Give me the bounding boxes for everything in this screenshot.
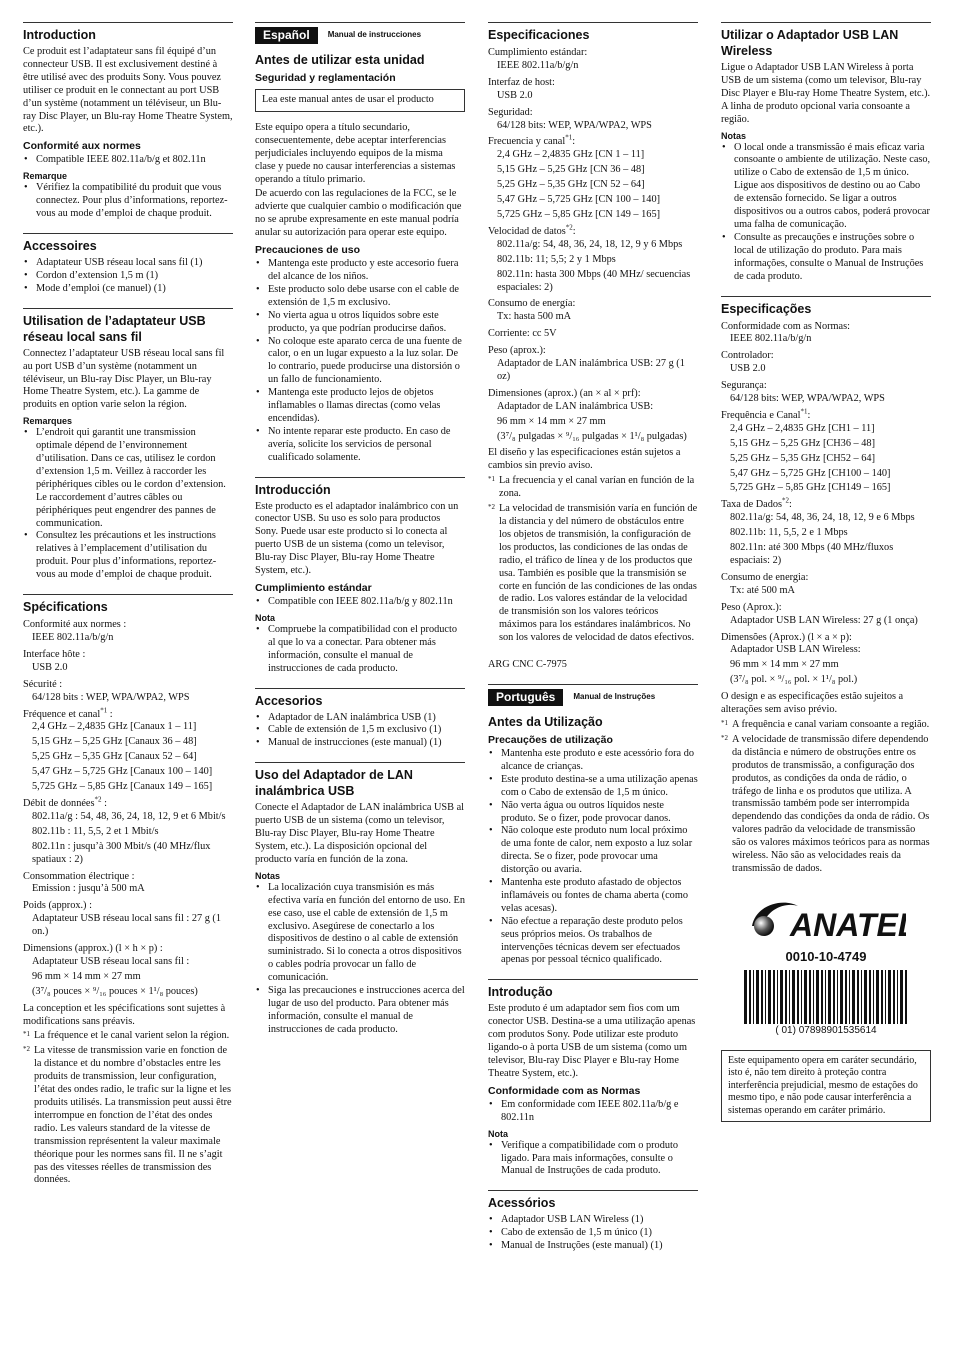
footnote-text: La vitesse de transmission varie en fonction de la distance et du nombre d’obstacles entre les produits de transmission, leur configuration, l’état des ondes radio, le trafic sur la ligne et les produits utilisés. La transmission peut aussi être interrompue en fonction de l’état des ondes radio. Les valeurs standard de la vitesse de transmission représentent la valeur maximale théorique pour les normes sans fil. Il ne s’agit pas des vitesses réelles de transmission des données. [34,1045,232,1186]
bullet-list [255,712,465,751]
list-item: • No coloque este aparato cerca de una fuente de calor, o en un lugar expuesto a la luz solar. De lo contrario, puede producirse una distorsión o un fallo de funcionamiento. [255,336,465,388]
spec-label-tail: : [789,499,792,511]
spec-value: 802.11n: hasta 300 Mbps (40 MHz/ secuencias espaciales: 2) [497,268,691,293]
fr-accessories-section [23,233,233,296]
spec-value: USB 2.0 [497,89,533,101]
list-item: • Cabo de extensão de 1,5 m único (1) [488,1227,698,1240]
fr-usage-section [23,308,233,582]
paragraph: Este producto es el adaptador inalámbrico con un conector USB. Su uso es solo para productos Sony. Puede usar este producto si lo conecta al puerto USB de un sistema (como un televisor, Blu-ray Disc Player, Blu-ray Home Theatre System, etc.). [255,500,459,577]
barcode-bar [816,970,819,1024]
pt-accessories-section [488,1190,698,1253]
section-title: Antes da Utilização [488,714,603,729]
barcode-bar [780,970,783,1024]
spec-value: 5,725 GHz – 5,85 GHz [CH149 – 165] [730,482,891,494]
divider [255,477,465,478]
spec-value: 802.11a/g : 54, 48, 36, 24, 18, 12, 9 et 6 Mbit/s [32,810,226,822]
spec-label [23,706,233,722]
divider [488,684,698,685]
barcode-bar [833,970,835,1024]
footnote-mark: *2 [488,503,495,512]
spec-note: O design e as especificações estão sujeitos a alterações sem aviso prévio. [721,691,904,716]
spec-label: Interfaz de host: [488,76,555,88]
section-title: Acessórios [488,1196,556,1211]
bullet-list [23,427,233,582]
spec-value: 5,47 GHz – 5,725 GHz [CN 100 – 140] [497,194,661,206]
bullet-list [23,257,233,296]
spec-value: 802.11b: 11, 5,5, 2 e 1 Mbps [730,527,848,539]
divider [255,762,465,763]
language-header [488,689,698,706]
language-header [255,27,465,44]
bullet-list [721,142,931,284]
spec-label: Conformidade com as Normas: [721,320,850,332]
spec-value: 2,4 GHz – 2,4835 GHz [Canaux 1 – 11] [32,721,197,733]
list-item: • Mantenga este producto lejos de objetos inflamables o llamas directas (como velas encendidas). [255,387,465,426]
certification-code: ARG CNC C-7975 [488,659,567,671]
list-item: • Adaptador de LAN inalámbrica USB (1) [255,712,465,725]
spec-label [721,496,931,512]
section-title: Accesorios [255,693,323,708]
barcode-bar [792,970,795,1024]
list-item: • Compruebe la compatibilidad con el producto al que lo va a conectar. Para obtener más información, consulte el manual de instrucciones de cada producto. [255,624,465,676]
barcode-bar [828,970,831,1024]
list-item: • Manual de instrucciones (este manual) (1) [255,737,465,750]
list-item: • Cable de extensión de 1,5 m exclusivo (1) [255,724,465,737]
spec-label: Corriente: cc 5V [488,328,557,340]
spec-value: 5,25 GHz – 5,35 GHz [CN 52 – 64] [497,179,645,191]
spec-value: IEEE 802.11a/b/g/n [730,333,812,345]
barcode-icon [742,970,910,1024]
barcode-bar [885,970,886,1024]
barcode-bar [813,970,814,1024]
footnote-mark: *2 [23,1045,30,1054]
language-badge: Español [255,27,318,44]
barcode-bar [744,970,747,1024]
list-item: • Em conformidade com IEEE 802.11a/b/g e 802.11n [488,1099,698,1125]
pt-usage-section [721,22,931,284]
list-item: • Cordon d’extension 1,5 m (1) [23,270,233,283]
spec-value: 802.11n: até 300 Mbps (40 MHz/fluxos espaciais: 2) [730,542,894,566]
barcode-bar [837,970,838,1024]
es-spec-section [488,22,698,672]
spec-value: 96 mm × 14 mm × 27 mm [32,970,141,982]
barcode-bar [900,970,903,1024]
section-title: Introdução [488,985,553,1000]
spec-value: 64/128 bits: WEP, WPA/WPA2, WPS [730,393,885,405]
footnote-text: A velocidade de transmissão difere dependendo da distância e número de obstruções entre os produtos de transmissão, a configuração dos produtos, as condições da onda de rádio, o tráfego de linha e os produtos que utiliza. A transmissão também pode ser interrompida dependendo das condições da onda de rádio. Os valores padrão da velocidade de transmissão são os valores máximos teóricos para as normas wireless. Não são as velocidades reais da transmissão de dados. [732,733,930,874]
bullet-list [488,1140,698,1179]
list-item: • Não efectue a reparação deste produto pelos seus próprios meios. Os trabalhos de intervenções técnicas devem ser efectuados apenas por pessoal técnico qualificado. [488,916,698,968]
spec-value: Adaptador USB LAN Wireless: [730,644,861,656]
spec-value: (3⁷/₈ pol. × ⁹/₁₆ pol. × 1¹/₈ pol.) [730,674,858,686]
paragraph: De acuerdo con las regulaciones de la FCC, se le advierte que cualquier cambio o modificación que no se aprube expresamente en este manual podría anular su autorización para operar este equipo. [255,188,462,239]
barcode-bar [864,970,867,1024]
divider [488,1190,698,1191]
section-title: Utilizar o Adaptador USB LAN Wireless [721,28,899,58]
spec-value: 96 mm × 14 mm × 27 mm [497,415,606,427]
list-item: • Não coloque este produto num local próximo de uma fonte de calor, nem exposto a luz solar directa. Se o fizer, pode provocar uma distorção ou avaria. [488,825,698,877]
footnote-ref: *1 [100,706,108,715]
spec-value: 802.11n : jusqu’à 300 Mbit/s (40 MHz/flux spatiaux : 2) [32,840,211,865]
spec-label-text: Frecuencia y canal [488,136,566,148]
barcode-bar [809,970,811,1024]
spec-value: USB 2.0 [32,661,68,673]
divider [23,22,233,23]
bullet-list [255,882,465,1037]
list-item: • No vierta agua u otros líquidos sobre este producto, ya que podrían producirse daños. [255,310,465,336]
paragraph: Este equipo opera a título secundario, consecuentemente, debe aceptar interferencias perjudiciales incluyendo equipos de la misma clase y puede no causar interferencias a sistemas operando a título primario. [255,121,456,185]
list-item: • Adaptador USB LAN Wireless (1) [488,1214,698,1227]
footnote-ref: *2 [565,223,573,232]
barcode-bar [789,970,790,1024]
barcode-bar [768,970,771,1024]
spec-label: Consumo de energia: [721,571,809,583]
barcode-bar [761,970,763,1024]
es-accessories-section [255,688,465,751]
barcode-bar [881,970,883,1024]
divider [488,979,698,980]
spec-label-tail: : [807,409,811,421]
spec-label-text: Velocidad de datos [488,225,566,237]
barcode-bar [893,970,895,1024]
paragraph: Connectez l’adaptateur USB réseau local sans fil au port USB d’un système (notamment un téléviseur, un Blu-ray Disc Player, un Blu-ray Home Theatre System, etc.). La gamme de produits en option varie selon la région. [23,347,225,411]
barcode-bar [797,970,799,1024]
bullet-list [23,154,233,167]
footnote [488,475,698,501]
list-item: • Mantenga este producto y este accesorio fuera del alcance de los niños. [255,258,465,284]
bullet-list [255,258,465,465]
footnote-ref: *2 [94,795,102,804]
spec-value: 5,25 GHz – 5,35 GHz [CH52 – 64] [730,452,875,464]
es-usage-section [255,762,465,1036]
list-item: • Este produto destina-se a uma utilização apenas com o Cabo de extensão de 1,5 m único. [488,774,698,800]
barcode [721,970,931,1024]
spec-label: Peso (aprox.): [488,345,546,357]
divider [23,233,233,234]
subsection-title: Conformité aux normes [23,140,141,153]
list-item: • L’endroit qui garantit une transmission optimale dépend de l’environnement d’utilisation. Dans ce cas, utilisez le cordon d’extension 1,5 m. Veillez à raccorder les périphériques cibles ou le cordon d’extension. Le raccordement d’autres câbles ou périphériques peut engendrer des pannes de communication. [23,427,233,530]
spec-value: Adaptateur USB réseau local sans fil : [32,955,190,967]
barcode-bar [749,970,751,1024]
spec-value: IEEE 802.11a/b/g/n [32,632,114,643]
barcode-bar [897,970,898,1024]
spec-label: Dimensiones (aprox.) (an × al × prf): [488,387,641,399]
subsection-title: Cumplimiento estándar [255,582,372,594]
fr-intro-section [23,22,233,221]
barcode-bar [861,970,862,1024]
spec-value: Emission : jusqu’à 500 mA [32,883,145,895]
paragraph: Ce produit est l’adaptateur sans fil équipé d’un connecteur USB. Il est exclusivement destiné à être utilisé avec des produits Sony. Vous pouvez utiliser ce produit en le connectant au port USB d’un système (notamment un téléviseur, un Blu-ray Disc Player, un Blu-ray Home Theatre System, etc.). [23,46,233,135]
barcode-bar [852,970,855,1024]
spec-label: Conformité aux normes : [23,619,127,631]
anatel-number: 0010-10-4749 [785,948,867,964]
column-portuguese [721,22,931,1132]
logo-text: ANATEL [790,906,906,942]
spec-label-text: Débit de données [23,797,95,809]
manual-label: Manual de Instruções [573,692,656,702]
barcode-bar [840,970,843,1024]
note-title: Remarque [23,171,68,182]
spec-value: 5,15 GHz – 5,25 GHz [CN 36 – 48] [497,164,645,176]
spec-value: 5,47 GHz – 5,725 GHz [CH100 – 140] [730,467,891,479]
footnote-ref: *1 [800,407,808,416]
note-title: Nota [255,612,275,623]
list-item: • Adaptateur USB réseau local sans fil (1) [23,257,233,270]
section-title: Introducción [255,482,331,497]
barcode-bar [753,970,754,1024]
list-item: • Consultez les précautions et les instructions relatives à l’emplacement d’utilisation du produit. Pour plus d’informations, reportez-vous au mode d’emploi de chaque produit. [23,530,233,582]
spec-value: (3⁷/₈ pouces × ⁹/₁₆ pouces × 1¹/₈ pouces) [32,985,198,997]
bullet-list [255,624,465,676]
spec-value: USB 2.0 [730,363,766,375]
pt-intro-section [488,979,698,1178]
list-item: • Siga las precauciones e instrucciones acerca del lugar de uso del producto. Para obtener más información, consulte el manual de instrucciones de cada producto. [255,985,465,1037]
spec-value: IEEE 802.11a/b/g/n [497,59,579,71]
spec-value: 2,4 GHz – 2,4835 GHz [CN 1 – 11] [497,149,645,161]
footnote [23,1045,233,1187]
barcode-bar [756,970,759,1024]
spec-label [488,223,698,239]
subsection-title: Conformidade com as Normas [488,1084,641,1097]
anatel-notice-box: Este equipamento opera em caráter secundário, isto é, não tem direito à proteção contra interferência prejudicial, mesmo de estações do mesmo tipo, e não pode causar interferência a sistemas operando em caráter primário. [721,1050,931,1123]
barcode-number: ( 01) 07898901535614 [775,1024,877,1036]
subsection-title: Precauciones de uso [255,244,361,257]
paragraph: Ligue o Adaptador USB LAN Wireless à porta USB de um sistema (como um televisor, Blu-ray Disc Player e Blu-ray Home Theatre System, etc.). A linha de produto opcional varia consoante a região. [721,62,931,125]
barcode-bar [888,970,891,1024]
spec-label-text: Frequência e Canal [721,409,801,421]
list-item: • No intente reparar este producto. En caso de avería, solicite los servicios de personal cualificado solamente. [255,426,465,465]
spec-value: 64/128 bits : WEP, WPA/WPA2, WPS [32,691,190,703]
spec-value: Tx: hasta 500 mA [497,311,572,323]
barcode-bar [804,970,807,1024]
footnote [23,1030,233,1043]
footnote-text: La velocidad de transmisión varía en función de la distancia y del número de obstáculos entre los objetos de transmisión, la configuración de los productos, las condiciones de las ondas de radio, el tráfico de línea y de los productos que usa. También es posible que la transmisión se corte en función de las condiciones de las ondas de radio. Los valores estándar de la velocidad de transmisión son los valores teóricos máximos para los estándares inalámbricos. No son los valores de velocidad de datos efectivos. [499,503,698,644]
notice-box: Lea este manual antes de usar el producto [255,89,465,112]
spec-label-tail: : [572,136,576,148]
list-item: • Compatible IEEE 802.11a/b/g et 802.11n [23,154,233,167]
spec-value: 5,725 GHz – 5,85 GHz [CN 149 – 165] [497,208,661,220]
subsection-title: Precauções de utilização [488,733,613,746]
footnote-text: La fréquence et le canal varient selon la région. [34,1030,230,1042]
barcode-bar [765,970,766,1024]
footnote-mark: *1 [488,475,495,484]
footnote-mark: *1 [721,718,728,727]
divider [488,22,698,23]
list-item: • O local onde a transmissão é mais eficaz varia consoante o ambiente de utilização. Neste caso, utilize o Cabo de extensão de 1,5 m único. Ligue aos dispositivos de destino ou ao Cabo de extensão fornecido. Se ligar a outros dispositivos ou a outros cabos, poderá provocar uma falha de comunicação. [721,142,931,232]
spec-label-text: Fréquence et canal [23,708,101,720]
spec-value: 802.11a/g: 54, 48, 36, 24, 18, 12, 9 e 6 Mbps [730,512,915,524]
list-item: • Vérifiez la compatibilité du produit que vous connectez. Pour plus d’informations, reportez-vous au mode d’emploi de chaque produit. [23,182,233,221]
note-title: Remarques [23,416,73,427]
section-title: Introduction [23,28,96,42]
bullet-list [488,1214,698,1253]
spec-value: Adaptateur USB réseau local sans fil : 27 g (1 on.) [32,913,222,938]
spec-value: 5,25 GHz – 5,35 GHz [Canaux 52 – 64] [32,751,197,763]
footnote-ref: *2 [782,496,790,505]
column-spanish-spec-portuguese [488,22,698,1265]
spec-label: Consommation électrique : [23,870,135,882]
barcode-bar [849,970,850,1024]
barcode-bar [845,970,847,1024]
footnote-ref: *1 [565,134,573,143]
list-item: • Consulte as precauções e instruções sobre o local de utilização do produto. Para mais informações, consulte o Manual de Instruções de cada produto. [721,232,931,284]
pt-spec-section [721,296,931,876]
spec-label: Consumo de energía: [488,298,576,310]
bullet-list [255,596,465,609]
section-title: Spécifications [23,600,108,615]
spec-value: 5,47 GHz – 5,725 GHz [Canaux 100 – 140] [32,766,213,778]
list-item: • Compatible con IEEE 802.11a/b/g y 802.11n [255,596,465,609]
barcode-bar [873,970,874,1024]
barcode-bar [857,970,859,1024]
barcode-bar [777,970,778,1024]
divider [721,22,931,23]
es-intro-section [255,477,465,676]
footnote-text: La frecuencia y el canal varían en función de la zona. [499,475,695,500]
footnote [721,734,931,876]
list-item: • Este producto solo debe usarse con el cable de extensión de 1,5 m exclusivo. [255,284,465,310]
spec-label-tail: : [107,708,113,720]
section-title: Antes de utilizar esta unidad [255,53,425,67]
spec-value: 64/128 bits: WEP, WPA/WPA2, WPS [497,119,652,131]
section-title: Uso del Adaptador de LAN inalámbrica USB [255,768,413,799]
spec-label [488,136,698,149]
anatel-logo [721,896,931,947]
spec-label: Seguridad: [488,106,533,118]
divider [255,688,465,689]
paragraph: Este produto é um adaptador sem fios com um conector USB. Destina-se a uma utilização apenas com produtos Sony. Pode utilizar este produto ligando-o à porta USB de um sistema (como um televisor, Blu-ray Disc Player e Blu-ray Home Theatre System, etc.). [488,1003,696,1079]
bullet-list [488,1099,698,1125]
note-title: Notas [721,130,747,141]
section-title: Accessoires [23,238,97,253]
es-before-section [255,52,465,465]
spec-value: 5,725 GHz – 5,85 GHz [Canaux 149 – 165] [32,781,213,793]
divider [721,296,931,297]
list-item: • Manual de Instruções (este manual) (1) [488,1240,698,1253]
list-item: • La localización cuya transmisión es más efectiva varía en función del entorno de uso. En ese caso, use el cable de extensión de 1,5 m exclusivo. Asegúrese de conectarlo a los dispositivos de destino o al cable de extensión suministrado. Si lo conecta a otros dispositivos o cables podría provocar un fallo de comunicación. [255,882,465,985]
anatel-logo-icon [746,896,906,942]
section-title: Utilisation de l’adaptateur USB réseau local sans fil [23,313,206,344]
barcode-bar [773,970,775,1024]
list-item: • Verifique a compatibilidade com o produto ligado. Para mais informações, consulte o Manual de Instruções de cada produto. [488,1140,698,1179]
subsection-title: Seguridad y reglamentación [255,72,396,84]
list-item: • Mode d’emploi (ce manuel) (1) [23,283,233,296]
spec-label: Cumplimiento estándar: [488,47,588,58]
bullet-list [23,182,233,221]
spec-label-tail: : [101,797,107,809]
column-french [23,22,233,1199]
note-title: Nota [488,1128,508,1139]
barcode-bar [821,970,823,1024]
divider [23,308,233,309]
spec-value: Adaptador de LAN inalámbrica USB: 27 g (1 oz) [497,358,685,382]
fr-spec-section [23,594,233,1187]
paragraph: Conecte el Adaptador de LAN inalámbrica USB al puerto USB de un sistema (como un televisor, Blu-ray Disc Player, Blu-ray Home Theatre System, etc.). La disposición opcional del producto varía en función de la zona. [255,802,465,865]
spec-value: 802.11a/g: 54, 48, 36, 24, 18, 12, 9 y 6 Mbps [497,238,683,250]
footnote [721,719,931,732]
spec-value: 802.11b : 11, 5,5, 2 et 1 Mbit/s [32,825,159,837]
barcode-bar [876,970,879,1024]
spec-value: 2,4 GHz – 2,4835 GHz [CH1 – 11] [730,422,875,434]
spec-label: Poids (approx.) : [23,900,92,912]
bullet-list [488,748,698,967]
spec-label: Dimensões (Aprox.) (l × a × p): [721,631,852,643]
spec-value: 96 mm × 14 mm × 27 mm [730,659,839,671]
pt-before-section [488,714,698,967]
language-badge: Português [488,689,563,706]
spec-label [23,795,233,811]
list-item: • Não verta água ou outros líquidos neste produto. Se o fizer, pode provocar danos. [488,800,698,826]
manual-label: Manual de instrucciones [327,30,422,40]
list-item: • Mantenha este produto afastado de objectos inflamáveis ou fontes de chama aberta (como velas acesas). [488,877,698,916]
footnote-mark: *2 [721,733,728,742]
spec-label: Interface hôte : [23,648,86,660]
spec-value: Tx: até 500 mA [730,584,795,596]
barcode-bar [905,970,907,1024]
barcode-bar [869,970,871,1024]
barcode-bar [785,970,787,1024]
spec-note: La conception et les spécifications sont sujettes à modifications sans préavis. [23,1002,226,1027]
barcode-bar [801,970,802,1024]
footnote [488,503,698,645]
section-title: Especificações [721,301,812,316]
spec-label-tail: : [572,225,576,237]
spec-label: Controlador: [721,350,774,362]
footnote-text: A frequência e canal variam consoante a região. [732,718,930,730]
spec-value: 802.11b: 11; 5,5; 2 y 1 Mbps [497,253,616,265]
spec-label: Sécurité : [23,678,63,690]
spec-value: Adaptador USB LAN Wireless: 27 g (1 onça) [730,614,918,626]
spec-value: 5,15 GHz – 5,25 GHz [Canaux 36 – 48] [32,736,197,748]
column-spanish [255,22,465,1049]
section-title: Especificaciones [488,28,590,42]
spec-value: Adaptador de LAN inalámbrica USB: [497,400,654,412]
spec-label: Dimensions (approx.) (l × h × p) : [23,943,163,955]
footnote-mark: *1 [23,1030,30,1039]
spec-label-text: Taxa de Dados [721,499,783,511]
spec-label: Segurança: [721,380,767,392]
spec-note: El diseño y las especificaciones están sujetos a cambios sin previo aviso. [488,447,681,472]
spec-value: 5,15 GHz – 5,25 GHz [CH36 – 48] [730,437,875,449]
note-title: Notas [255,870,281,881]
divider [255,22,465,23]
barcode-bar [825,970,826,1024]
divider [23,594,233,595]
spec-value: (3⁷/₈ pulgadas × ⁹/₁₆ pulgadas × 1¹/₈ pulgadas) [497,430,687,442]
spec-label [721,407,931,423]
spec-label: Peso (Aprox.): [721,601,782,613]
list-item: • Mantenha este produto e este acessório fora do alcance de crianças. [488,748,698,774]
